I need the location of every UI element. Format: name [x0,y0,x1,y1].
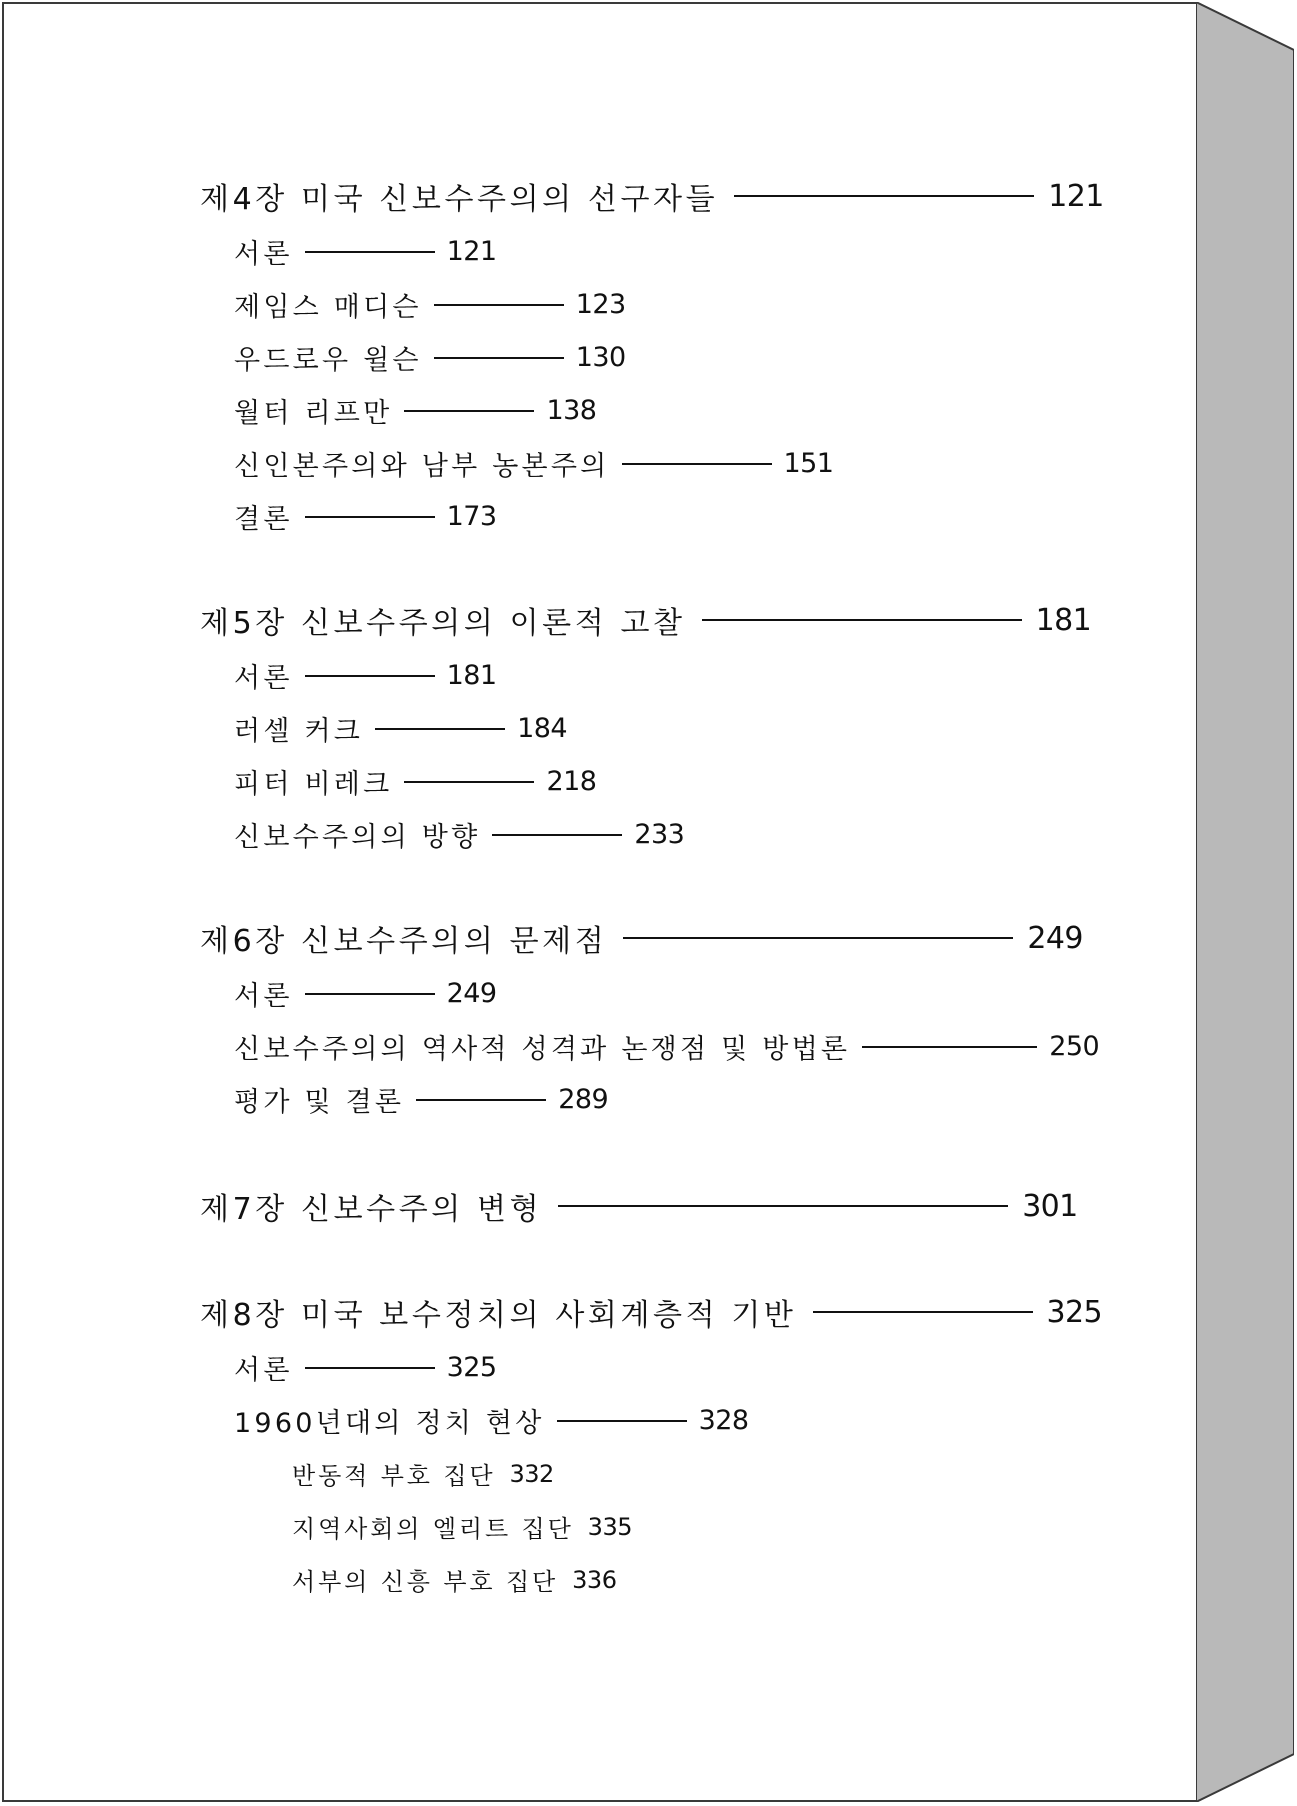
page-number: 332 [509,1459,554,1488]
toc-section[interactable] [234,391,596,430]
page-number: 138 [546,395,597,426]
toc-section[interactable] [234,1401,749,1440]
page-number: 151 [783,448,834,479]
page-number: 184 [517,713,568,744]
chapter-title: 제7장 신보수주의 변형 [200,1192,543,1227]
leader-line [702,619,1022,621]
section-title: 평가 및 결론 [234,1087,405,1118]
page-number: 218 [546,766,597,797]
page-number: 181 [1035,602,1092,638]
leader-line [305,251,435,253]
section-title: 서론 [234,1355,293,1386]
leader-line [734,195,1034,197]
leader-line [558,1205,1008,1207]
toc-chapter-6[interactable] [200,916,1083,960]
book-page [2,2,1198,1802]
book-spine [1196,2,1294,1802]
page-number: 328 [698,1405,749,1436]
leader-line [416,1099,546,1101]
toc-subsection[interactable] [292,1509,632,1544]
page-number: 123 [575,289,626,320]
section-title: 러셀 커크 [234,716,364,747]
page-number: 336 [572,1565,617,1594]
leader-line [434,357,564,359]
page-number: 121 [1048,178,1104,214]
section-title: 신보수주의의 역사적 성격과 논쟁점 및 방법론 [234,1034,851,1065]
toc-chapter-5[interactable] [200,598,1091,642]
page-number: 249 [446,978,497,1009]
leader-line [305,516,435,518]
page-number: 250 [1049,1031,1100,1062]
section-title: 피터 비레크 [234,769,393,800]
leader-line [305,1367,435,1369]
section-title: 결론 [234,504,293,535]
leader-line [404,410,534,412]
toc-section[interactable] [234,1348,497,1387]
page-number: 249 [1027,920,1083,956]
leader-line [622,463,772,465]
page-number: 130 [575,342,626,373]
toc-section[interactable] [234,656,497,695]
page-number: 121 [446,236,497,267]
toc-section[interactable] [234,1027,1099,1066]
page-number: 325 [1046,1294,1102,1330]
section-title: 신보수주의의 방향 [234,822,481,853]
section-title: 월터 리프만 [234,398,393,429]
page-number: 325 [446,1352,497,1383]
page-number: 173 [446,501,497,532]
toc-section[interactable] [234,338,626,377]
toc-section[interactable] [234,1080,608,1119]
toc-section[interactable] [234,497,497,536]
section-title: 1960년대의 정치 현상 [234,1408,545,1439]
leader-line [492,834,622,836]
toc-chapter-8[interactable] [200,1290,1102,1334]
toc-section[interactable] [234,444,833,483]
subsection-title: 지역사회의 엘리트 집단 [292,1515,574,1543]
leader-line [434,304,564,306]
chapter-title: 제5장 신보수주의의 이론적 고찰 [200,606,686,641]
chapter-title: 제8장 미국 보수정치의 사회계층적 기반 [200,1298,797,1333]
page-number: 289 [558,1084,609,1115]
section-title: 서론 [234,981,293,1012]
toc-section[interactable] [234,974,497,1013]
section-title: 서론 [234,239,293,270]
leader-line [623,937,1013,939]
toc-subsection[interactable] [292,1562,616,1597]
page-number: 233 [634,819,685,850]
leader-line [375,728,505,730]
toc-section[interactable] [234,232,497,271]
subsection-title: 서부의 신흥 부호 집단 [292,1568,559,1596]
chapter-title: 제4장 미국 신보수주의의 선구자들 [200,182,719,217]
toc-section[interactable] [234,762,596,801]
section-title: 우드로우 윌슨 [234,345,422,376]
toc-subsection[interactable] [292,1456,554,1491]
page-number: 335 [587,1512,633,1541]
section-title: 서론 [234,663,293,694]
leader-line [813,1311,1033,1313]
toc-section[interactable] [234,285,626,324]
leader-line [557,1420,687,1422]
page-number: 181 [446,660,497,691]
leader-line [305,993,435,995]
toc-chapter-4[interactable] [200,174,1104,218]
toc-section[interactable] [234,709,567,748]
section-title: 신인본주의와 남부 농본주의 [234,451,610,482]
section-title: 제임스 매디슨 [234,292,422,323]
toc-chapter-7[interactable] [200,1184,1078,1228]
leader-line [404,781,534,783]
chapter-title: 제6장 신보수주의의 문제점 [200,924,608,959]
page-number: 301 [1022,1188,1078,1224]
leader-line [305,675,435,677]
toc-section[interactable] [234,815,684,854]
leader-line [862,1046,1037,1048]
subsection-title: 반동적 부호 집단 [292,1462,496,1490]
